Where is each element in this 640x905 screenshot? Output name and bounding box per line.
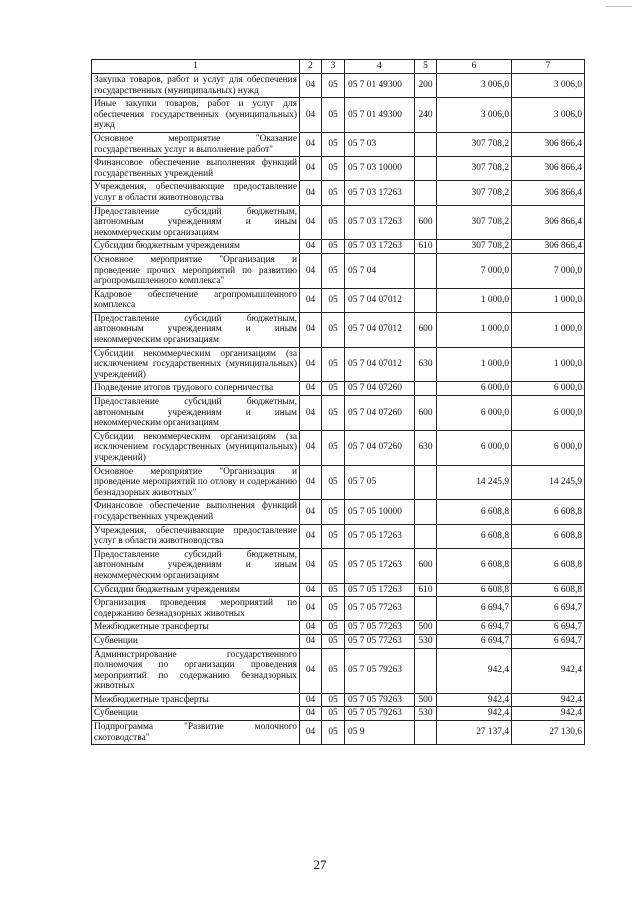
row-c5-cell xyxy=(415,132,437,156)
row-c4-cell: 05 7 03 17263 xyxy=(345,240,415,254)
row-c7-cell: 306 866,4 xyxy=(512,205,585,240)
row-c2-cell: 04 xyxy=(300,181,322,205)
row-c7-cell: 6 000,0 xyxy=(512,396,585,431)
row-c6-cell: 14 245,9 xyxy=(437,465,512,500)
row-c7-cell: 27 130,6 xyxy=(512,721,585,745)
row-c7-cell: 942,4 xyxy=(512,693,585,707)
row-c5-cell xyxy=(415,253,437,288)
table-row xyxy=(92,240,585,254)
table-row xyxy=(92,132,585,156)
row-c4-cell: 05 7 04 07260 xyxy=(345,430,415,465)
row-c3-cell: 05 xyxy=(322,382,345,396)
row-name-cell: Межбюджетные трансферты xyxy=(92,693,300,707)
header-cell: 3 xyxy=(322,60,345,74)
row-c7-cell: 7 000,0 xyxy=(512,253,585,288)
row-c2-cell: 04 xyxy=(300,597,322,621)
row-c2-cell: 04 xyxy=(300,430,322,465)
row-c5-cell xyxy=(415,524,437,548)
row-c7-cell: 6 608,8 xyxy=(512,524,585,548)
row-c5-cell: 600 xyxy=(415,312,437,347)
row-c4-cell: 05 7 03 10000 xyxy=(345,157,415,181)
table-row xyxy=(92,396,585,431)
row-c7-cell: 1 000,0 xyxy=(512,288,585,312)
row-c5-cell xyxy=(415,181,437,205)
table-row xyxy=(92,500,585,524)
page-number: 27 xyxy=(313,857,327,872)
row-c6-cell: 6 608,8 xyxy=(437,548,512,583)
row-c5-cell: 530 xyxy=(415,707,437,721)
row-c7-cell: 306 866,4 xyxy=(512,132,585,156)
row-name-cell: Предоставление субсидий бюджетным, автономным учреждениям и иным некоммерческим организациям xyxy=(92,205,300,240)
row-c6-cell: 1 000,0 xyxy=(437,347,512,382)
row-name-cell: Подведение итогов трудового соперничества xyxy=(92,382,300,396)
row-c4-cell: 05 7 05 17263 xyxy=(345,548,415,583)
table-row xyxy=(92,648,585,693)
row-name-cell: Кадровое обеспечение агропромышленного комплекса xyxy=(92,288,300,312)
header-cell: 6 xyxy=(437,60,512,74)
row-c5-cell: 500 xyxy=(415,693,437,707)
row-c4-cell: 05 7 04 xyxy=(345,253,415,288)
row-c5-cell xyxy=(415,465,437,500)
row-name-cell: Субсидии некоммерческим организациям (за исключением государственных (муниципальных) учреждений) xyxy=(92,347,300,382)
table-row xyxy=(92,524,585,548)
budget-table xyxy=(91,59,585,745)
row-c5-cell: 500 xyxy=(415,621,437,635)
row-c5-cell xyxy=(415,500,437,524)
row-c7-cell: 6 694,7 xyxy=(512,621,585,635)
row-c2-cell: 04 xyxy=(300,347,322,382)
row-c2-cell: 04 xyxy=(300,634,322,648)
row-c3-cell: 05 xyxy=(322,312,345,347)
row-c2-cell: 04 xyxy=(300,240,322,254)
row-c4-cell: 05 7 04 07012 xyxy=(345,312,415,347)
table-header-row xyxy=(92,60,585,74)
table-row xyxy=(92,621,585,635)
row-c6-cell: 3 006,0 xyxy=(437,98,512,133)
header-cell: 7 xyxy=(512,60,585,74)
row-c2-cell: 04 xyxy=(300,312,322,347)
row-c3-cell: 05 xyxy=(322,597,345,621)
row-c6-cell: 6 608,8 xyxy=(437,583,512,597)
row-name-cell: Учреждения, обеспечивающие предоставление услуг в области животноводства xyxy=(92,524,300,548)
table-row xyxy=(92,181,585,205)
row-c3-cell: 05 xyxy=(322,74,345,98)
row-c2-cell: 04 xyxy=(300,157,322,181)
row-c3-cell: 05 xyxy=(322,253,345,288)
row-c6-cell: 3 006,0 xyxy=(437,74,512,98)
row-c3-cell: 05 xyxy=(322,98,345,133)
row-c4-cell: 05 7 05 xyxy=(345,465,415,500)
row-c3-cell: 05 xyxy=(322,288,345,312)
row-c4-cell: 05 7 05 17263 xyxy=(345,583,415,597)
row-c4-cell: 05 7 04 07260 xyxy=(345,382,415,396)
row-c3-cell: 05 xyxy=(322,465,345,500)
row-c4-cell: 05 7 05 77263 xyxy=(345,597,415,621)
table-row xyxy=(92,157,585,181)
row-c6-cell: 6 608,8 xyxy=(437,500,512,524)
row-name-cell: Основное мероприятие "Организация и проведение прочих мероприятий по развитию агропромышленного комплекса" xyxy=(92,253,300,288)
row-name-cell: Иные закупки товаров, работ и услуг для обеспечения государственных (муниципальных) нужд xyxy=(92,98,300,133)
row-c6-cell: 942,4 xyxy=(437,707,512,721)
row-name-cell: Администрирование государственного полномочия по организации проведения мероприятий по содержанию безнадзорных животных xyxy=(92,648,300,693)
row-c4-cell: 05 7 03 17263 xyxy=(345,205,415,240)
table-row xyxy=(92,634,585,648)
row-name-cell: Предоставление субсидий бюджетным, автономным учреждениям и иным некоммерческим организациям xyxy=(92,396,300,431)
row-name-cell: Субвенции xyxy=(92,634,300,648)
row-c7-cell: 3 006,0 xyxy=(512,98,585,133)
row-c5-cell: 630 xyxy=(415,347,437,382)
table-row xyxy=(92,707,585,721)
row-c3-cell: 05 xyxy=(322,524,345,548)
row-c2-cell: 04 xyxy=(300,621,322,635)
table-row xyxy=(92,583,585,597)
row-c4-cell: 05 7 05 79263 xyxy=(345,648,415,693)
row-c6-cell: 6 000,0 xyxy=(437,382,512,396)
row-c6-cell: 6 000,0 xyxy=(437,430,512,465)
row-name-cell: Межбюджетные трансферты xyxy=(92,621,300,635)
row-c2-cell: 04 xyxy=(300,98,322,133)
row-c6-cell: 1 000,0 xyxy=(437,312,512,347)
row-c4-cell: 05 7 05 79263 xyxy=(345,707,415,721)
row-c5-cell xyxy=(415,648,437,693)
row-c4-cell: 05 7 04 07012 xyxy=(345,288,415,312)
row-c3-cell: 05 xyxy=(322,500,345,524)
row-c5-cell xyxy=(415,597,437,621)
row-c2-cell: 04 xyxy=(300,132,322,156)
row-name-cell: Закупка товаров, работ и услуг для обеспечения государственных (муниципальных) нужд xyxy=(92,74,300,98)
row-c6-cell: 942,4 xyxy=(437,648,512,693)
row-name-cell: Предоставление субсидий бюджетным, автономным учреждениям и иным некоммерческим организациям xyxy=(92,312,300,347)
row-c5-cell: 600 xyxy=(415,548,437,583)
row-c6-cell: 307 708,2 xyxy=(437,240,512,254)
row-c2-cell: 04 xyxy=(300,707,322,721)
table-row xyxy=(92,205,585,240)
row-c3-cell: 05 xyxy=(322,583,345,597)
row-c2-cell: 04 xyxy=(300,693,322,707)
row-c6-cell: 307 708,2 xyxy=(437,205,512,240)
table-row xyxy=(92,548,585,583)
row-c3-cell: 05 xyxy=(322,132,345,156)
row-c7-cell: 1 000,0 xyxy=(512,312,585,347)
row-name-cell: Предоставление субсидий бюджетным, автономным учреждениям и иным некоммерческим организациям xyxy=(92,548,300,583)
row-c5-cell: 240 xyxy=(415,98,437,133)
row-c7-cell: 6 000,0 xyxy=(512,382,585,396)
row-c4-cell: 05 7 03 17263 xyxy=(345,181,415,205)
table-row xyxy=(92,312,585,347)
table-row xyxy=(92,382,585,396)
table-row xyxy=(92,721,585,745)
row-c4-cell: 05 9 xyxy=(345,721,415,745)
row-c2-cell: 04 xyxy=(300,500,322,524)
table-row xyxy=(92,597,585,621)
row-c2-cell: 04 xyxy=(300,548,322,583)
scan-mark xyxy=(606,6,632,9)
row-c2-cell: 04 xyxy=(300,382,322,396)
row-c4-cell: 05 7 01 49300 xyxy=(345,98,415,133)
table-row xyxy=(92,693,585,707)
row-name-cell: Финансовое обеспечение выполнения функций государственных учреждений xyxy=(92,157,300,181)
row-name-cell: Субсидии бюджетным учреждениям xyxy=(92,583,300,597)
table-row xyxy=(92,253,585,288)
row-c6-cell: 307 708,2 xyxy=(437,181,512,205)
row-name-cell: Основное мероприятие "Оказание государственных услуг и выполнение работ" xyxy=(92,132,300,156)
row-name-cell: Субсидии некоммерческим организациям (за исключением государственных (муниципальных) учреждений) xyxy=(92,430,300,465)
table-row xyxy=(92,74,585,98)
row-name-cell: Субвенции xyxy=(92,707,300,721)
row-c3-cell: 05 xyxy=(322,721,345,745)
row-c3-cell: 05 xyxy=(322,396,345,431)
table-row xyxy=(92,347,585,382)
row-c2-cell: 04 xyxy=(300,288,322,312)
row-c5-cell: 600 xyxy=(415,396,437,431)
row-c2-cell: 04 xyxy=(300,721,322,745)
row-c3-cell: 05 xyxy=(322,157,345,181)
row-c7-cell: 6 608,8 xyxy=(512,583,585,597)
row-c5-cell xyxy=(415,382,437,396)
row-c6-cell: 307 708,2 xyxy=(437,132,512,156)
row-c6-cell: 7 000,0 xyxy=(437,253,512,288)
table-row xyxy=(92,465,585,500)
row-c3-cell: 05 xyxy=(322,181,345,205)
row-c7-cell: 306 866,4 xyxy=(512,181,585,205)
row-c3-cell: 05 xyxy=(322,347,345,382)
row-c6-cell: 6 000,0 xyxy=(437,396,512,431)
row-c6-cell: 1 000,0 xyxy=(437,288,512,312)
row-c7-cell: 6 694,7 xyxy=(512,634,585,648)
row-c3-cell: 05 xyxy=(322,648,345,693)
row-c4-cell: 05 7 01 49300 xyxy=(345,74,415,98)
row-c3-cell: 05 xyxy=(322,205,345,240)
row-c6-cell: 27 137,4 xyxy=(437,721,512,745)
row-c7-cell: 6 608,8 xyxy=(512,500,585,524)
row-c5-cell xyxy=(415,288,437,312)
row-c2-cell: 04 xyxy=(300,74,322,98)
table-row xyxy=(92,288,585,312)
row-c7-cell: 942,4 xyxy=(512,648,585,693)
row-name-cell: Организация проведения мероприятий по содержанию безнадзорных животных xyxy=(92,597,300,621)
row-c7-cell: 3 006,0 xyxy=(512,74,585,98)
row-c5-cell: 200 xyxy=(415,74,437,98)
row-c6-cell: 307 708,2 xyxy=(437,157,512,181)
header-cell: 5 xyxy=(415,60,437,74)
row-c3-cell: 05 xyxy=(322,621,345,635)
row-c3-cell: 05 xyxy=(322,693,345,707)
row-name-cell: Основное мероприятие "Организация и проведение мероприятий по отлову и содержанию безнадзорных животных" xyxy=(92,465,300,500)
header-cell: 4 xyxy=(345,60,415,74)
row-c7-cell: 6 694,7 xyxy=(512,597,585,621)
row-c2-cell: 04 xyxy=(300,465,322,500)
row-c4-cell: 05 7 05 77263 xyxy=(345,621,415,635)
row-c3-cell: 05 xyxy=(322,240,345,254)
row-c5-cell xyxy=(415,157,437,181)
row-c6-cell: 6 608,8 xyxy=(437,524,512,548)
row-c5-cell: 610 xyxy=(415,240,437,254)
row-c4-cell: 05 7 04 07012 xyxy=(345,347,415,382)
row-c3-cell: 05 xyxy=(322,430,345,465)
row-c2-cell: 04 xyxy=(300,648,322,693)
table-row xyxy=(92,98,585,133)
row-c2-cell: 04 xyxy=(300,524,322,548)
row-name-cell: Подпрограмма "Развитие молочного скотоводства" xyxy=(92,721,300,745)
row-c5-cell: 630 xyxy=(415,430,437,465)
row-name-cell: Учреждения, обеспечивающие предоставление услуг в области животноводства xyxy=(92,181,300,205)
row-c7-cell: 306 866,4 xyxy=(512,157,585,181)
row-c7-cell: 14 245,9 xyxy=(512,465,585,500)
table-row xyxy=(92,430,585,465)
row-c4-cell: 05 7 05 77263 xyxy=(345,634,415,648)
row-c6-cell: 6 694,7 xyxy=(437,621,512,635)
row-c6-cell: 6 694,7 xyxy=(437,634,512,648)
row-c5-cell: 600 xyxy=(415,205,437,240)
row-c7-cell: 1 000,0 xyxy=(512,347,585,382)
header-cell: 1 xyxy=(92,60,300,74)
row-c6-cell: 6 694,7 xyxy=(437,597,512,621)
row-c4-cell: 05 7 05 10000 xyxy=(345,500,415,524)
row-c3-cell: 05 xyxy=(322,634,345,648)
row-c6-cell: 942,4 xyxy=(437,693,512,707)
row-c7-cell: 942,4 xyxy=(512,707,585,721)
row-c2-cell: 04 xyxy=(300,205,322,240)
row-c4-cell: 05 7 04 07260 xyxy=(345,396,415,431)
row-c2-cell: 04 xyxy=(300,583,322,597)
header-cell: 2 xyxy=(300,60,322,74)
row-c2-cell: 04 xyxy=(300,396,322,431)
row-name-cell: Финансовое обеспечение выполнения функций государственных учреждений xyxy=(92,500,300,524)
row-c4-cell: 05 7 03 xyxy=(345,132,415,156)
row-c3-cell: 05 xyxy=(322,707,345,721)
row-c2-cell: 04 xyxy=(300,253,322,288)
row-name-cell: Субсидии бюджетным учреждениям xyxy=(92,240,300,254)
row-c3-cell: 05 xyxy=(322,548,345,583)
row-c5-cell: 610 xyxy=(415,583,437,597)
row-c7-cell: 6 000,0 xyxy=(512,430,585,465)
row-c5-cell xyxy=(415,721,437,745)
row-c7-cell: 306 866,4 xyxy=(512,240,585,254)
row-c4-cell: 05 7 05 79263 xyxy=(345,693,415,707)
row-c4-cell: 05 7 05 17263 xyxy=(345,524,415,548)
row-c5-cell: 530 xyxy=(415,634,437,648)
row-c7-cell: 6 608,8 xyxy=(512,548,585,583)
